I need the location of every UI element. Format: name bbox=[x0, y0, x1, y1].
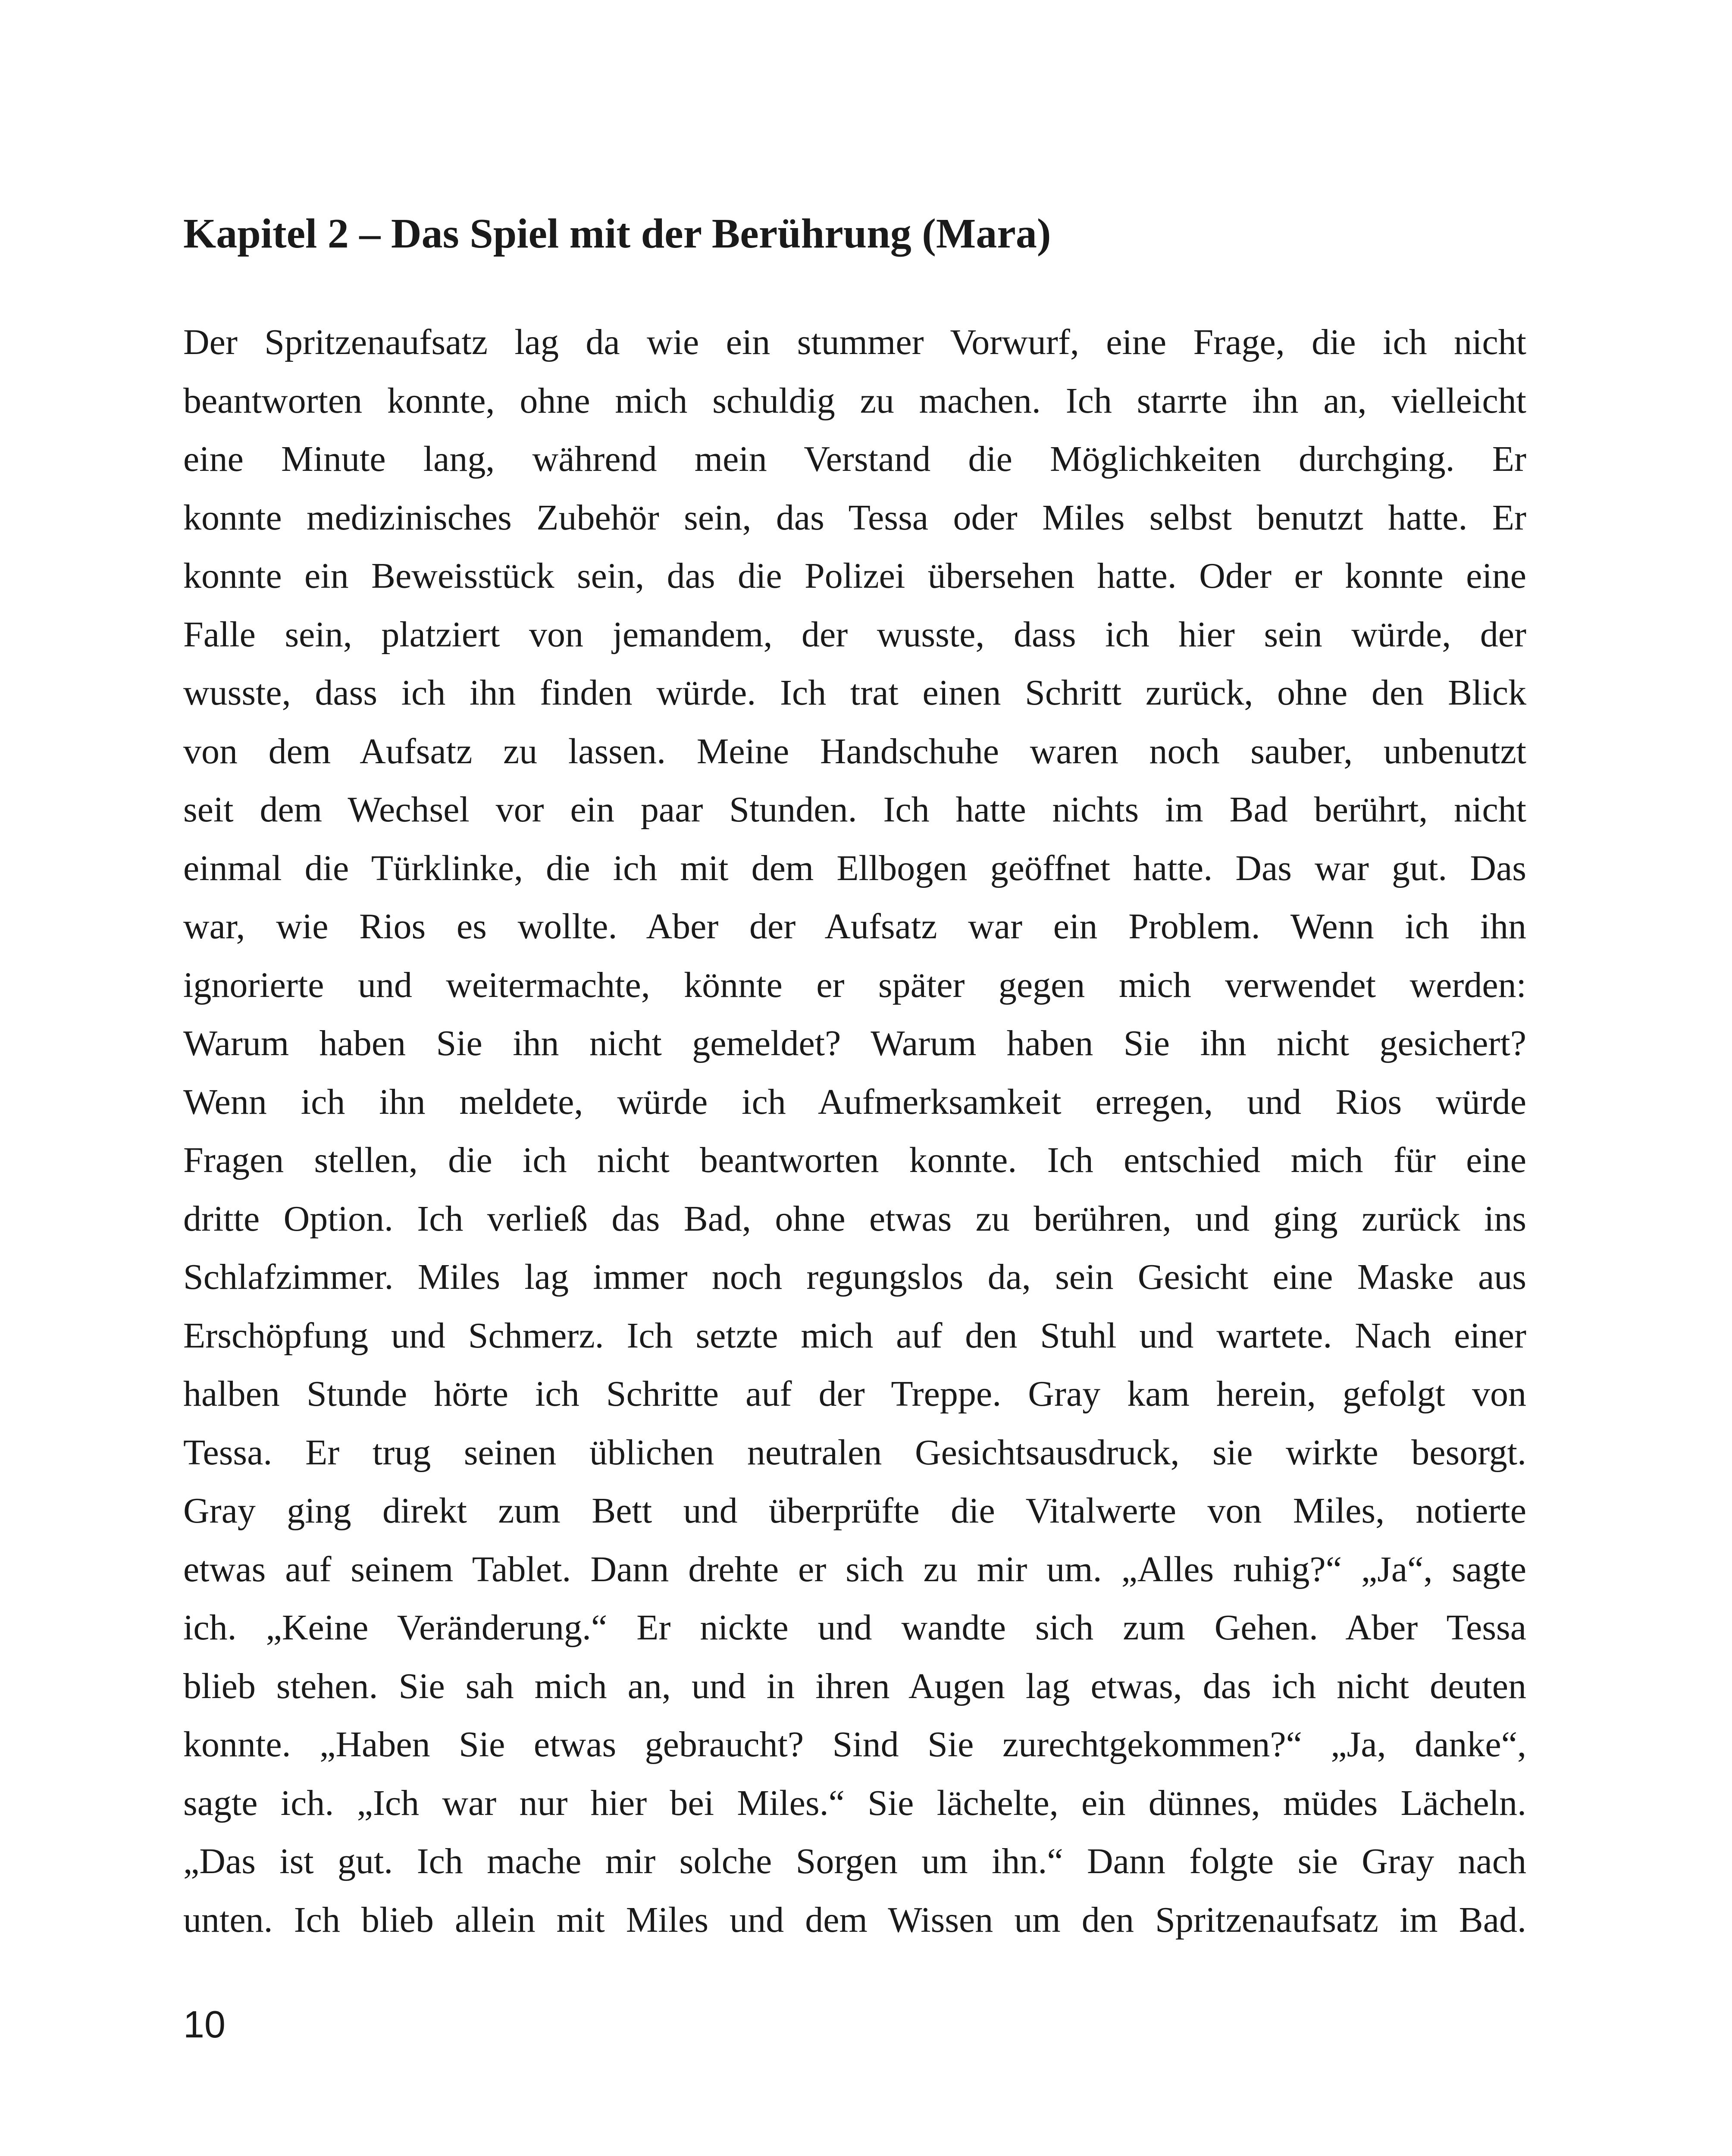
text-line: Der Spritzenaufsatz lag da wie ein stummer Vorwurf, eine Frage, die ich nicht bbox=[183, 322, 1526, 362]
text-line: Schlafzimmer. Miles lag immer noch regungslos da, sein Gesicht eine Maske aus bbox=[183, 1257, 1526, 1297]
text-line: beantworten konnte, ohne mich schuldig zu machen. Ich starrte ihn an, vielleicht bbox=[183, 380, 1526, 421]
text-line: Wenn ich ihn meldete, würde ich Aufmerksamkeit erregen, und Rios würde bbox=[183, 1081, 1526, 1122]
text-line: konnte. „Haben Sie etwas gebraucht? Sind Sie zurechtgekommen?“ „Ja, danke“, bbox=[183, 1724, 1526, 1764]
text-line: ich. „Keine Veränderung.“ Er nickte und wandte sich zum Gehen. Aber Tessa bbox=[183, 1608, 1526, 1648]
text-line: Warum haben Sie ihn nicht gemeldet? Warum haben Sie ihn nicht gesichert? bbox=[183, 1023, 1526, 1063]
text-line: etwas auf seinem Tablet. Dann drehte er sich zu mir um. „Alles ruhig?“ „Ja“, sagte bbox=[183, 1549, 1526, 1589]
text-line: eine Minute lang, während mein Verstand die Möglichkeiten durchging. Er bbox=[183, 439, 1526, 479]
text-line: seit dem Wechsel vor ein paar Stunden. Ich hatte nichts im Bad berührt, nicht bbox=[183, 790, 1526, 830]
page-number: 10 bbox=[183, 2003, 226, 2046]
text-line: unten. Ich blieb allein mit Miles und dem Wissen um den Spritzenaufsatz im Bad. bbox=[183, 1899, 1526, 1940]
text-line: wusste, dass ich ihn finden würde. Ich trat einen Schritt zurück, ohne den Blick bbox=[183, 673, 1526, 713]
text-line: einmal die Türklinke, die ich mit dem Ellbogen geöffnet hatte. Das war gut. Das bbox=[183, 848, 1526, 888]
text-line: von dem Aufsatz zu lassen. Meine Handschuhe waren noch sauber, unbenutzt bbox=[183, 731, 1526, 771]
text-line: konnte ein Beweisstück sein, das die Polizei übersehen hatte. Oder er konnte eine bbox=[183, 556, 1526, 596]
text-line: sagte ich. „Ich war nur hier bei Miles.“ Sie lächelte, ein dünnes, müdes Lächeln. bbox=[183, 1783, 1526, 1823]
text-line: ignorierte und weitermachte, könnte er später gegen mich verwendet werden: bbox=[183, 965, 1526, 1005]
text-line: Tessa. Er trug seinen üblichen neutralen Gesichtsausdruck, sie wirkte besorgt. bbox=[183, 1432, 1526, 1473]
body-paragraph bbox=[183, 313, 1526, 1949]
text-line: „Das ist gut. Ich mache mir solche Sorgen um ihn.“ Dann folgte sie Gray nach bbox=[183, 1841, 1526, 1881]
text-line: Falle sein, platziert von jemandem, der wusste, dass ich hier sein würde, der bbox=[183, 614, 1526, 655]
text-line: blieb stehen. Sie sah mich an, und in ihren Augen lag etwas, das ich nicht deuten bbox=[183, 1666, 1526, 1706]
text-line: war, wie Rios es wollte. Aber der Aufsatz war ein Problem. Wenn ich ihn bbox=[183, 906, 1526, 946]
text-line: Erschöpfung und Schmerz. Ich setzte mich auf den Stuhl und wartete. Nach einer bbox=[183, 1315, 1526, 1356]
text-line: Gray ging direkt zum Bett und überprüfte die Vitalwerte von Miles, notierte bbox=[183, 1491, 1526, 1531]
text-line: dritte Option. Ich verließ das Bad, ohne etwas zu berühren, und ging zurück ins bbox=[183, 1198, 1526, 1239]
text-line: halben Stunde hörte ich Schritte auf der Treppe. Gray kam herein, gefolgt von bbox=[183, 1374, 1526, 1414]
text-line: konnte medizinisches Zubehör sein, das Tessa oder Miles selbst benutzt hatte. Er bbox=[183, 497, 1526, 538]
chapter-title: Kapitel 2 – Das Spiel mit der Berührung (Mara) bbox=[183, 210, 1051, 257]
text-line: Fragen stellen, die ich nicht beantworten konnte. Ich entschied mich für eine bbox=[183, 1140, 1526, 1180]
